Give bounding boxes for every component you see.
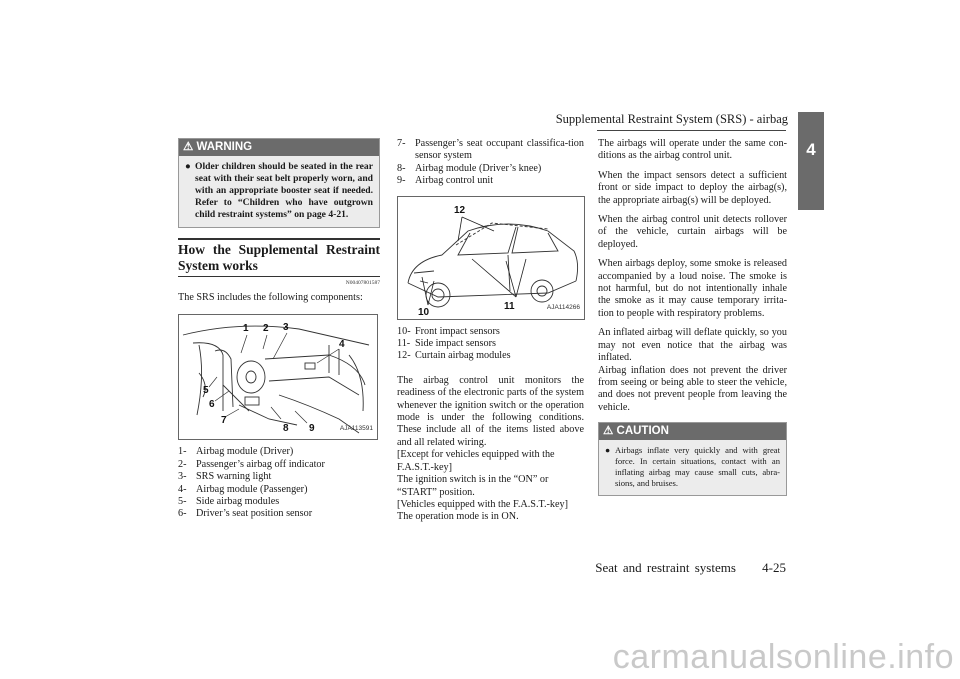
figure2-label-12: 12 [454,204,466,216]
body-paragraph: [Except for vehicles equipped with the F.A.S.T.-key] [397,449,555,473]
bullet-icon: ● [605,445,611,456]
legend-item: 7- Passenger’s seat occupant classifica-tion sensor system [397,138,584,162]
legend-list-2 [397,138,584,188]
warning-text: Older children should be seated in the rear seat with their seat belt properly worn, and with an appropriate booster seat if needed. Refer to “Children who have outgrown child restraint systems” on page 4-21. [195,161,373,220]
section-title: How the Supplemental Restraint System works [178,238,380,277]
legend-item: 12- Curtain airbag modules [397,350,511,362]
figure1-label-4: 4 [339,339,345,351]
body-paragraph: The airbags will operate under the same con-ditions as the airbag control unit. [598,138,787,162]
figure1-label-7: 7 [221,415,227,427]
figure1-label-9: 9 [309,423,315,435]
legend-list-3 [397,326,584,363]
caution-box [598,422,787,496]
section-code: N00407801587 [345,280,380,286]
figure2-label-11: 11 [504,300,515,312]
caution-label: CAUTION [616,425,669,438]
figure1-label-1: 1 [243,323,249,335]
column-2 [397,138,584,524]
body-paragraph: When the airbag control unit detects rollover of the vehicle, curtain airbags will be deployed. [598,214,787,250]
legend-item: 1- Airbag module (Driver) [178,446,294,458]
warning-header [179,139,379,156]
warning-box [178,138,380,228]
caution-triangle-icon: ⚠ [603,425,614,438]
figure2-label-10: 10 [418,306,430,318]
body-paragraph: An inflated airbag will deflate quickly, so you may not even notice that the airbag was inflated. [598,327,787,364]
warning-triangle-icon: ⚠ [183,141,194,153]
legend-item: 6- Driver’s seat position sensor [178,508,313,520]
intro-text: The SRS includes the following components: [178,292,363,303]
figure1-label-2: 2 [263,323,269,335]
legend-item: 4- Airbag module (Passenger) [178,483,308,495]
legend-item: 8- Airbag module (Driver’s knee) [397,162,542,174]
header-rule [597,130,786,131]
body-paragraph: The ignition switch is in the “ON” or “START” position. [397,474,549,498]
running-header-title: Supplemental Restraint System (SRS) - airbag [555,112,788,126]
figure1-label-3: 3 [283,322,289,334]
caution-body [599,440,786,489]
legend-item: 5- Side airbag modules [178,496,280,508]
legend-item: 11- Side impact sensors [397,338,496,350]
car-exterior-illustration [398,197,584,319]
figure1-label-5: 5 [203,385,209,397]
legend-list-1 [178,446,380,520]
legend-item: 10- Front impact sensors [397,325,500,337]
caution-text: Airbags inflate very quickly and with great force. In certain situations, contact with an inflating airbag may cause small cuts, abra-sions, and bruises. [615,445,780,489]
body-paragraph: When the impact sensors detect a sufficient front or side impact to deploy the airbag(s), the appropriate airbag(s) will be deployed. [598,169,787,206]
car-interior-illustration [179,315,377,439]
column-3 [598,138,787,496]
legend-item: 9- Airbag control unit [397,175,494,187]
legend-item: 3- SRS warning light [178,471,272,483]
body-paragraph: When airbags deploy, some smoke is released accompanied by a loud noise. The smoke is not harmful, but do not intentionally inhale the smoke as it may cause temporary irrita-tion to people with respiratory problems. [598,258,787,319]
chapter-tab [798,112,824,210]
figure1-label-6: 6 [209,399,215,411]
caution-header [599,423,786,440]
warning-body [179,156,379,221]
body-paragraph: The airbag control unit monitors the readiness of the electronic parts of the system whenever the ignition switch or the operation mode is under the following conditions. These include all of the items listed above and all related wiring. [397,374,584,448]
footer-section: Seat and restraint systems [595,560,736,575]
page-footer [595,560,786,576]
page-number: 4-25 [762,560,786,575]
body-paragraph: [Vehicles equipped with the F.A.S.T.-key] [397,498,569,510]
legend-item: 2- Passenger’s airbag off indicator [178,458,325,470]
body-paragraph: Airbag inflation does not prevent the driver from seeing or being able to steer the vehicle, and does not prevent people from leaving the vehicle. [598,364,787,413]
srs-interior-figure [178,314,378,440]
figure2-code: AJA114266 [546,304,580,312]
chapter-tab-number: 4 [806,140,816,159]
column-1 [178,138,380,521]
warning-label: WARNING [196,141,253,153]
watermark: carmanualsonline.info [612,638,954,676]
bullet-icon: ● [185,161,191,172]
srs-exterior-figure [397,196,585,320]
figure1-code: AJA113591 [339,425,373,432]
body-paragraph: The operation mode is in ON. [397,511,519,523]
figure1-label-8: 8 [283,423,289,435]
